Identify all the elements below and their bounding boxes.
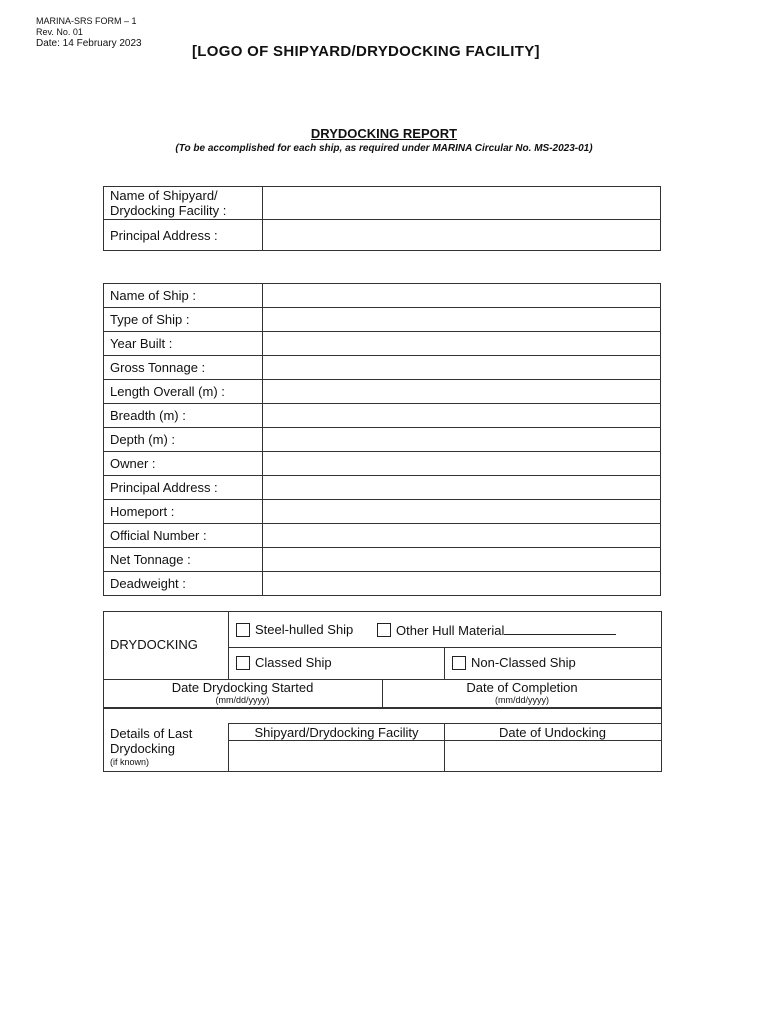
homeport-label: Homeport : xyxy=(104,500,263,524)
table-row xyxy=(104,476,661,500)
other-hull-blank[interactable] xyxy=(504,622,616,635)
owner-label: Owner : xyxy=(104,452,263,476)
table-row xyxy=(104,284,661,308)
owner-address-label: Principal Address : xyxy=(104,476,263,500)
length-overall-field[interactable] xyxy=(263,380,661,404)
table-row xyxy=(104,220,661,251)
date-started-format: (mm/dd/yyyy) xyxy=(215,695,270,705)
owner-field[interactable] xyxy=(263,452,661,476)
classed-ship-label: Classed Ship xyxy=(255,655,332,670)
table-row xyxy=(104,572,661,596)
classed-ship-checkbox[interactable] xyxy=(236,656,250,670)
last-drydocking-label-line2: Drydocking xyxy=(110,741,176,756)
non-classed-ship-checkbox[interactable] xyxy=(452,656,466,670)
other-hull-label: Other Hull Material xyxy=(396,622,616,638)
form-meta xyxy=(36,16,142,49)
last-facility-field[interactable] xyxy=(229,741,444,770)
facility-address-field[interactable] xyxy=(263,220,661,251)
last-drydocking-label-line1: Details of Last xyxy=(110,726,193,741)
table-row xyxy=(104,524,661,548)
net-tonnage-label: Net Tonnage : xyxy=(104,548,263,572)
depth-label: Depth (m) : xyxy=(104,428,263,452)
official-number-label: Official Number : xyxy=(104,524,263,548)
non-classed-ship-label: Non-Classed Ship xyxy=(471,655,576,670)
facility-table xyxy=(103,186,661,251)
year-built-field[interactable] xyxy=(263,332,661,356)
steel-hulled-checkbox[interactable] xyxy=(236,623,250,637)
gross-tonnage-field[interactable] xyxy=(263,356,661,380)
report-subtitle: (To be accomplished for each ship, as required under MARINA Circular No. MS-2023-01) xyxy=(175,143,593,154)
form-code: MARINA-SRS FORM – 1 xyxy=(36,16,137,26)
ship-details-table xyxy=(103,283,661,596)
report-title: DRYDOCKING REPORT xyxy=(310,126,458,141)
last-facility-header: Shipyard/Drydocking Facility xyxy=(254,725,419,740)
official-number-field[interactable] xyxy=(263,524,661,548)
ship-name-field[interactable] xyxy=(263,284,661,308)
undocking-date-header: Date of Undocking xyxy=(499,725,606,740)
deadweight-label: Deadweight : xyxy=(104,572,263,596)
table-row xyxy=(104,187,661,220)
breadth-label: Breadth (m) : xyxy=(104,404,263,428)
date-completion-format: (mm/dd/yyyy) xyxy=(495,695,549,705)
length-overall-label: Length Overall (m) : xyxy=(104,380,263,404)
table-row xyxy=(104,404,661,428)
logo-placeholder: [LOGO OF SHIPYARD/DRYDOCKING FACILITY] xyxy=(192,43,540,60)
drydocking-label: DRYDOCKING xyxy=(110,637,198,652)
breadth-field[interactable] xyxy=(263,404,661,428)
table-row xyxy=(104,308,661,332)
year-built-label: Year Built : xyxy=(104,332,263,356)
facility-name-field[interactable] xyxy=(263,187,661,220)
date-started-label: Date Drydocking Started xyxy=(171,680,314,695)
ship-type-label: Type of Ship : xyxy=(104,308,263,332)
table-row xyxy=(104,356,661,380)
table-row xyxy=(104,332,661,356)
gross-tonnage-label: Gross Tonnage : xyxy=(104,356,263,380)
facility-name-label: Name of Shipyard/ Drydocking Facility : xyxy=(104,187,263,220)
depth-field[interactable] xyxy=(263,428,661,452)
deadweight-field[interactable] xyxy=(263,572,661,596)
owner-address-field[interactable] xyxy=(263,476,661,500)
facility-address-label: Principal Address : xyxy=(104,220,263,251)
table-row xyxy=(104,548,661,572)
table-row xyxy=(104,428,661,452)
table-row xyxy=(104,452,661,476)
table-row xyxy=(104,380,661,404)
steel-hulled-label: Steel-hulled Ship xyxy=(255,622,354,637)
divider xyxy=(444,647,445,679)
last-drydocking-note: (if known) xyxy=(110,757,150,767)
net-tonnage-field[interactable] xyxy=(263,548,661,572)
homeport-field[interactable] xyxy=(263,500,661,524)
undocking-date-field[interactable] xyxy=(445,741,660,770)
other-hull-checkbox[interactable] xyxy=(377,623,391,637)
divider xyxy=(228,611,229,679)
date-completion-label: Date of Completion xyxy=(466,680,578,695)
ship-name-label: Name of Ship : xyxy=(104,284,263,308)
ship-type-field[interactable] xyxy=(263,308,661,332)
table-row xyxy=(104,500,661,524)
form-date: Date: 14 February 2023 xyxy=(36,38,142,49)
revision-number: Rev. No. 01 xyxy=(36,27,83,37)
